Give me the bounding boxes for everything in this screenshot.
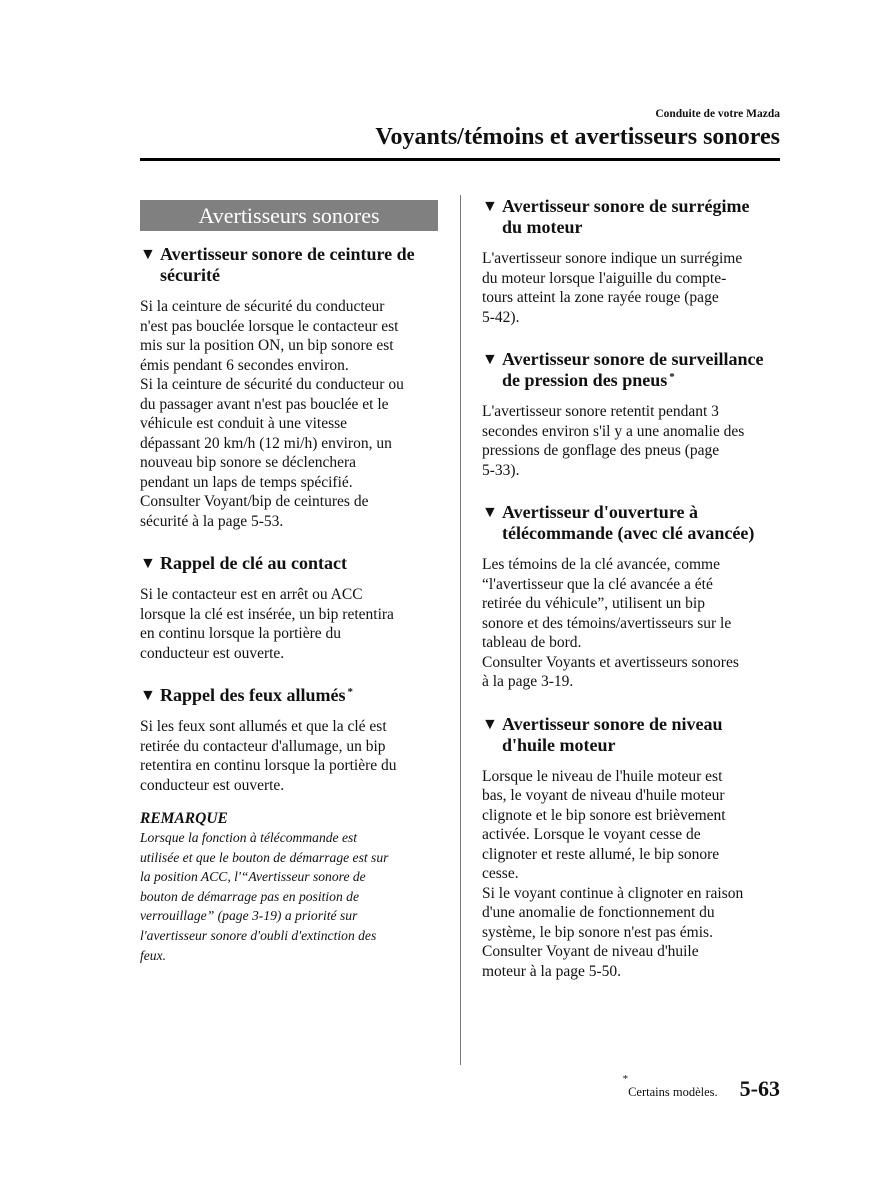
heading-text: Avertisseur sonore de ceinture de sécurité <box>160 244 415 285</box>
chapter-title: Conduite de votre Mazda <box>655 108 780 120</box>
paragraph-overspeed-warning: L'avertisseur sonore indique un surrégime du moteur lorsque l'aiguille du compte- tours atteint la zone rayée rouge (page 5-42). <box>482 250 743 326</box>
page-title: Voyants/témoins et avertisseurs sonores <box>375 124 780 150</box>
heading-text: Avertisseur d'ouverture à télécommande (avec clé avancée) <box>502 502 755 543</box>
heading-text: Rappel des feux allumés <box>160 685 346 705</box>
heading-text: Rappel de clé au contact <box>160 553 347 573</box>
paragraph-lights-reminder: Si les feux sont allumés et que la clé est retirée du contacteur d'allumage, un bip retentira en continu lorsque la portière du conducteur est ouverte. <box>140 718 397 794</box>
triangle-marker-icon: ▼ <box>140 246 156 263</box>
paragraph-seatbelt-warning: Si la ceinture de sécurité du conducteur n'est pas bouclée lorsque le contacteur est mis sur la position ON, un bip sonore est émis pendant 6 secondes environ. Si la ceinture de sécurité du conducteur ou du passager avant n'est pas bouclée et le véhicule est conduit à une vitesse dépassant 20 km/h (12 mi/h) environ, un nouveau bip sonore se déclenchera pendant un laps de temps spécifié. Consulter Voyant/bip de ceintures de sécurité à la page 5-53. <box>140 298 404 530</box>
left-column <box>140 200 438 965</box>
right-column <box>482 196 780 1003</box>
heading-seatbelt-warning <box>140 244 438 286</box>
heading-text: Avertisseur sonore de niveau d'huile moteur <box>502 713 723 755</box>
paragraph-remote-open-warning: Les témoins de la clé avancée, comme “l'avertisseur que la clé avancée a été retirée du véhicule”, utilisent un bip sonore et des témoins/avertisseurs sur le tableau de bord. Consulter Voyants et avertisseurs sonores à la page 3-19. <box>482 556 739 690</box>
asterisk-icon: * <box>622 1073 629 1085</box>
header-rule <box>140 158 780 161</box>
column-divider <box>460 195 461 1065</box>
page-footer <box>621 1073 780 1102</box>
heading-remote-open-warning <box>482 502 780 544</box>
heading-key-reminder <box>140 553 438 574</box>
heading-overspeed-warning <box>482 196 780 238</box>
triangle-marker-icon: ▼ <box>140 555 156 572</box>
heading-oil-level-warning <box>482 714 780 756</box>
paragraph-key-reminder: Si le contacteur est en arrêt ou ACC lorsque la clé est insérée, un bip retentira en continu lorsque la portière du conducteur est ouverte. <box>140 586 394 662</box>
paragraph-tire-pressure-warning: L'avertisseur sonore retentit pendant 3 secondes environ s'il y a une anomalie des pressions de gonflage des pneus (page 5-33). <box>482 403 745 479</box>
triangle-marker-icon: ▼ <box>140 687 156 704</box>
asterisk-icon: * <box>347 686 354 698</box>
note-text: Lorsque la fonction à télécommande est utilisée et que le bouton de démarrage est sur la position ACC, l'“Avertisseur sonore de bouton de démarrage pas en position de verrouillage” (page 3-19) a priorité sur l'avertisseur sonore d'oubli d'extinction des feux. <box>140 830 389 963</box>
heading-lights-reminder <box>140 685 438 706</box>
page-number: 5-63 <box>739 1076 780 1101</box>
triangle-marker-icon: ▼ <box>482 198 498 215</box>
section-banner: Avertisseurs sonores <box>140 200 438 231</box>
note-title: REMARQUE <box>140 810 228 827</box>
paragraph-oil-level-warning: Lorsque le niveau de l'huile moteur est bas, le voyant de niveau d'huile moteur clignote et le bip sonore est brièvement activée. Lorsque le voyant cesse de clignoter et reste allumé, le bip sonore cesse. Si le voyant continue à clignoter en raison d'une anomalie de fonctionnement du système, le bip sonore n'est pas émis. Consulter Voyant de niveau d'huile moteur à la page 5-50. <box>482 767 744 980</box>
triangle-marker-icon: ▼ <box>482 504 498 521</box>
heading-text: Avertisseur sonore de surrégime du moteur <box>502 196 750 237</box>
heading-text: Avertisseur sonore de surveillance de pression des pneus <box>502 349 764 390</box>
triangle-marker-icon: ▼ <box>482 715 498 733</box>
heading-tire-pressure-warning <box>482 349 780 391</box>
footnote-text: Certains modèles. <box>628 1085 718 1099</box>
asterisk-icon: * <box>669 371 675 383</box>
triangle-marker-icon: ▼ <box>482 351 498 368</box>
